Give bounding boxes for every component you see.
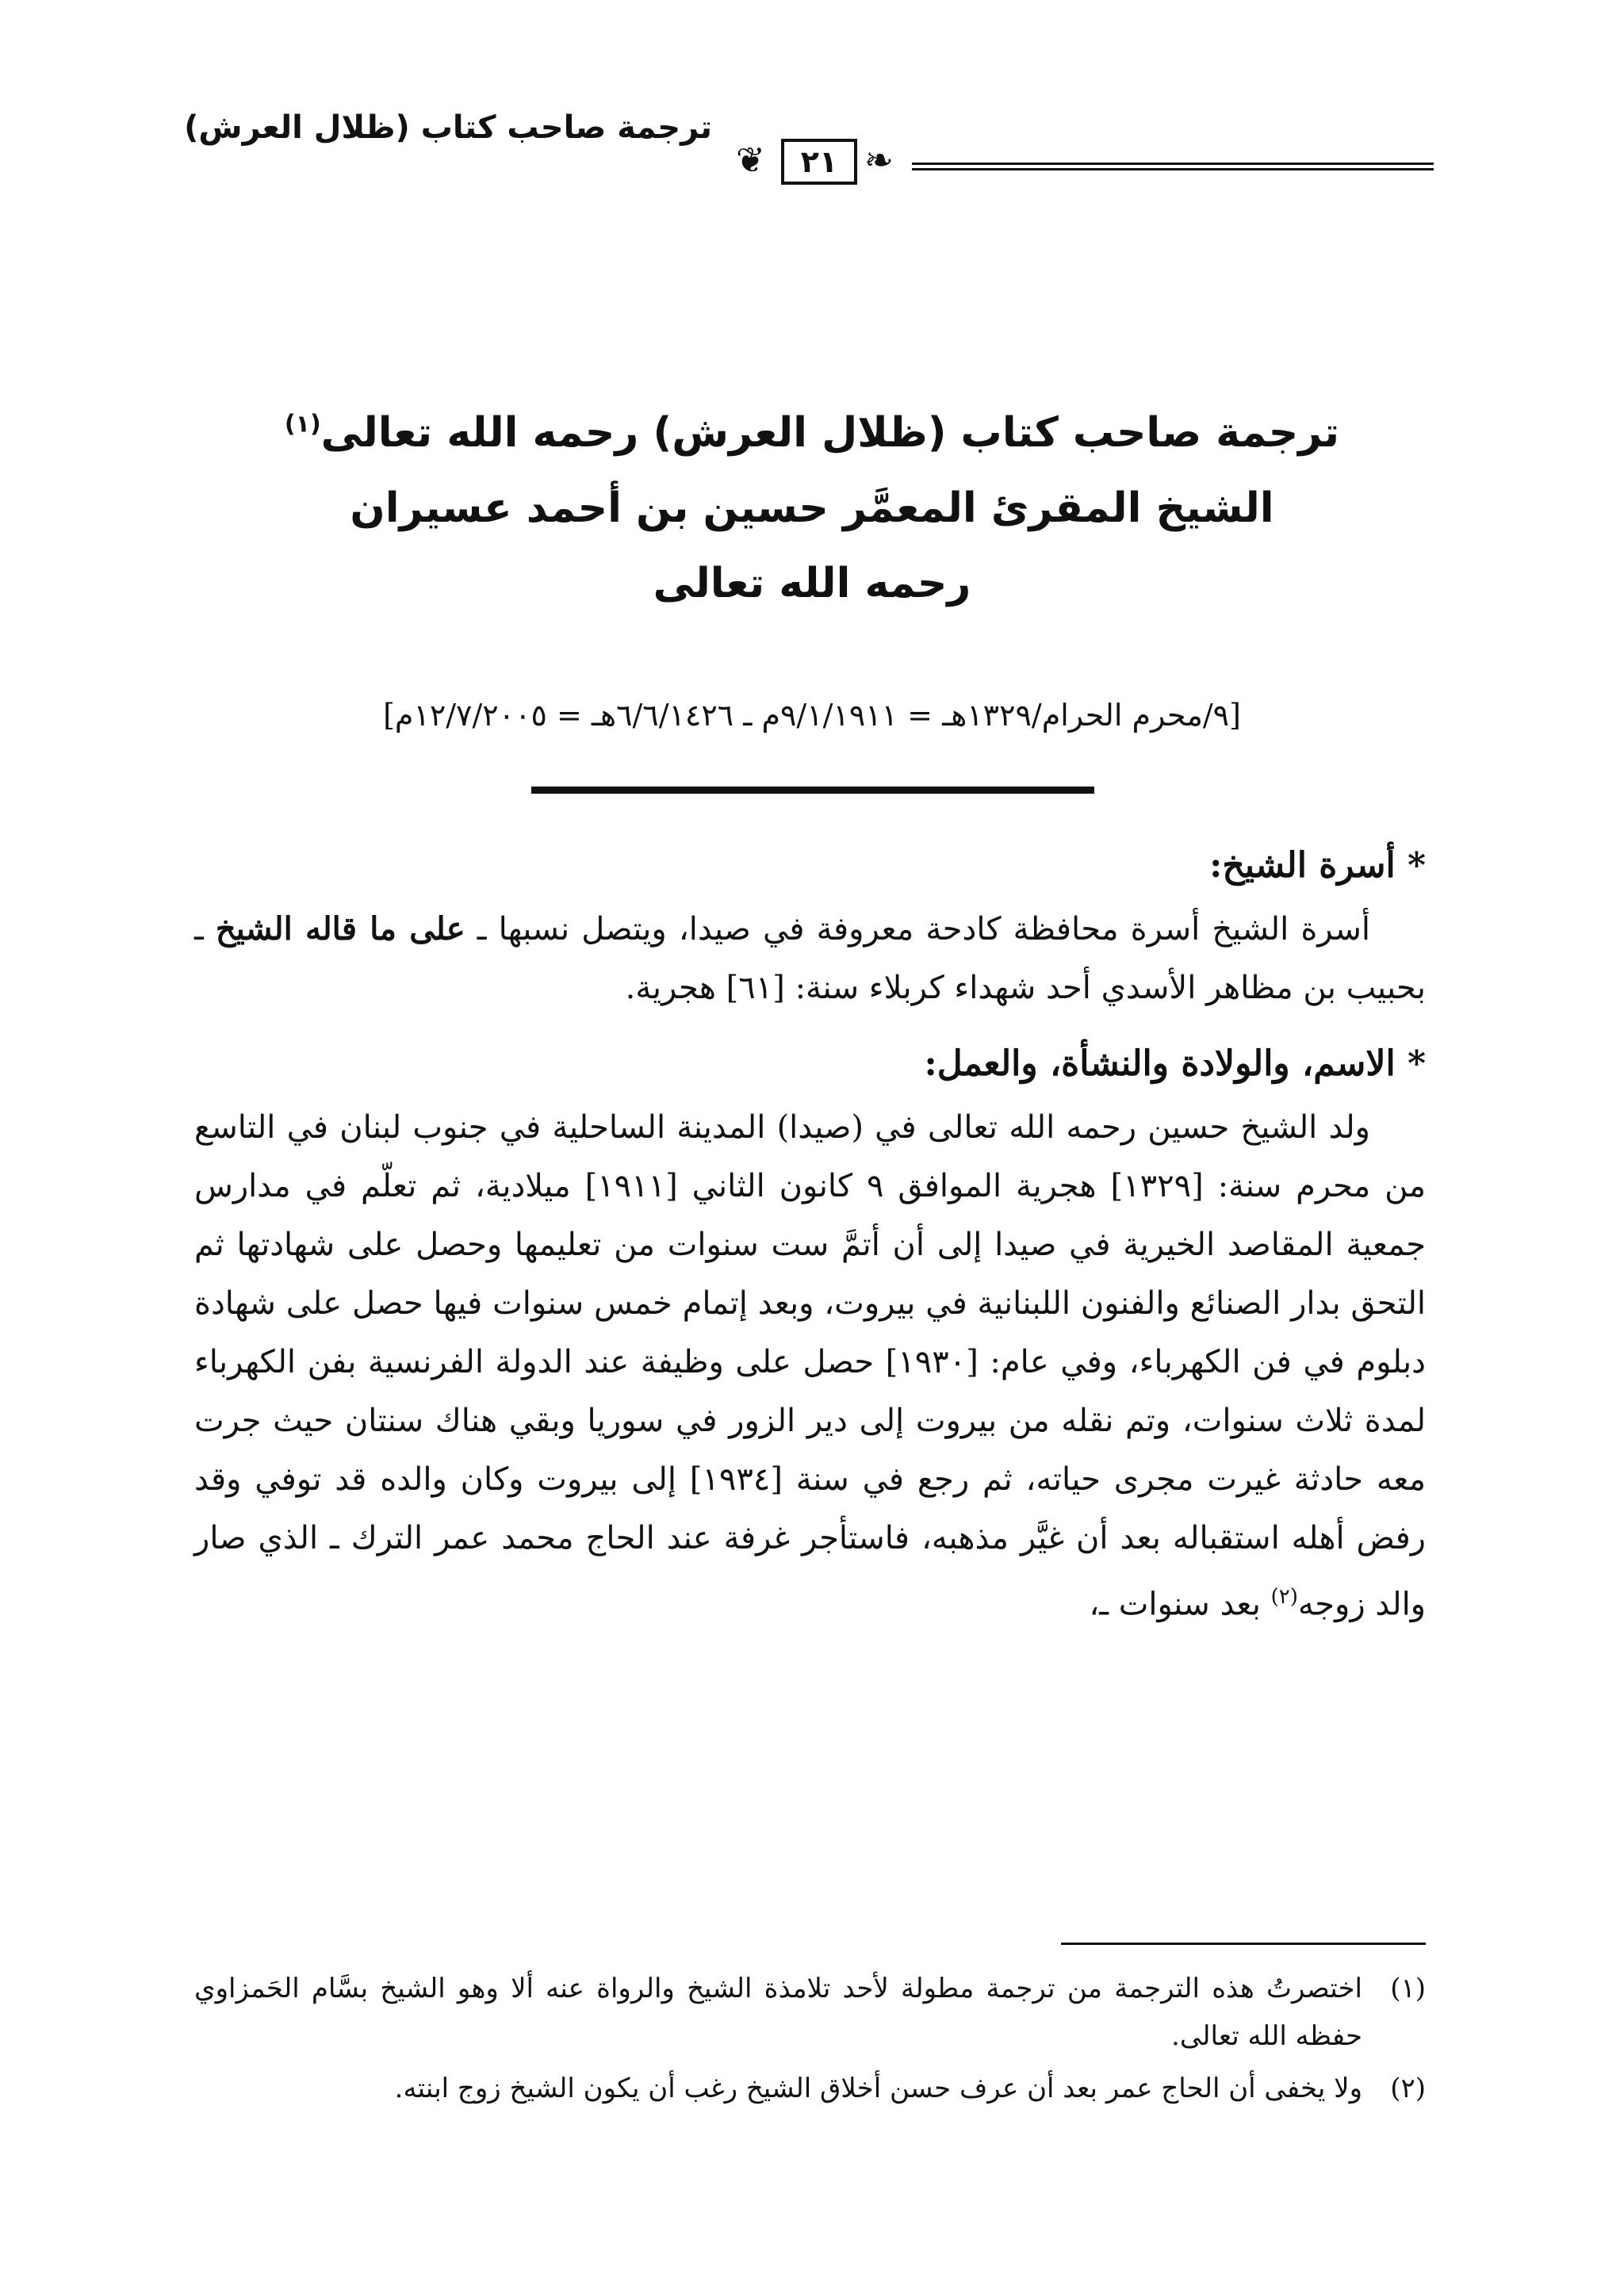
title-line-2: الشيخ المقرئ المعمَّر حسين بن أحمد عسيران	[350, 484, 1274, 532]
footnote-item	[194, 1965, 1426, 2060]
running-title: ترجمة صاحب كتاب (ظلال العرش)	[184, 109, 712, 146]
footnotes	[194, 1965, 1426, 2117]
title-line-3: رحمه الله تعالى	[653, 560, 971, 607]
footnote-ref[interactable]: (٢)	[1270, 1585, 1298, 1609]
paragraph-bold-text: على ما قاله الشيخ	[215, 910, 465, 947]
title-line-1	[159, 409, 1465, 488]
footnote-item	[194, 2065, 1426, 2112]
ornament-left-icon: ❦	[736, 140, 765, 181]
ornament-right-icon: ❧	[864, 140, 894, 181]
header-rule	[912, 163, 1434, 170]
footnote-number: (١)	[1390, 1973, 1426, 2004]
title-footnote-ref[interactable]: (١)	[284, 410, 321, 438]
paragraph-text: بعد سنوات ـ،	[1089, 1586, 1271, 1623]
title-block	[159, 409, 1465, 638]
paragraph-text: أسرة الشيخ أسرة محافظة كادحة معروفة في صيدا، ويتصل نسبها ـ	[465, 911, 1371, 947]
section-heading-birth: * الاسم، والولادة والنشأة، والعمل:	[924, 1043, 1426, 1084]
body-content	[194, 836, 1426, 1633]
section-paragraph-family	[194, 900, 1426, 1017]
title-main: ترجمة صاحب كتاب (ظلال العرش) رحمه الله تعالى	[320, 409, 1340, 457]
spacer	[194, 1017, 1426, 1035]
section-heading-family: * أسرة الشيخ:	[1209, 845, 1426, 886]
footnote-separator	[1061, 1943, 1426, 1945]
footnote-text: ولا يخفى أن الحاج عمر بعد أن عرف حسن أخلاق الشيخ رغب أن يكون الشيخ زوج ابنته.	[394, 2073, 1362, 2104]
footnote-number: (٢)	[1390, 2073, 1426, 2104]
footnote-text: اختصرتُ هذه الترجمة من ترجمة مطولة لأحد تلامذة الشيخ والرواة عنه ألا وهو الشيخ بسَّام الحَمزاوي حفظه الله تعالى.	[194, 1973, 1362, 2052]
title-divider	[531, 787, 1094, 794]
page-number: ٢١	[781, 139, 857, 185]
paragraph-text: ـ بحبيب بن مظاهر الأسدي أحد شهداء كربلاء سنة: [٦١] هجرية.	[194, 911, 1426, 1006]
dates-line: [٩/محرم الحرام/١٣٢٩هـ = ٩/١/١٩١١م ـ ٦/٦/١٤٢٦هـ = ١٢/٧/٢٠٠٥م]	[383, 698, 1241, 733]
section-paragraph-birth	[194, 1098, 1426, 1633]
paragraph-text: ولد الشيخ حسين رحمه الله تعالى في (صيدا) المدينة الساحلية في جنوب لبنان في التاسع من محرم سنة: [١٣٢٩] هجرية الموافق ٩ كانون الثاني [١٩١١] ميلادية، ثم تعلّم في مدارس جمعية المقاصد الخيرية في صيدا إلى أن أتمَّ ست سنوات من تعليمها وحصل على شهادتها ثم التحق بدار الصنائع والفنون اللبنانية في بيروت، وبعد إتمام خمس سنوات فيها حصل على شهادة دبلوم في فن الكهرباء، وفي عام: [١٩٣٠] حصل على وظيفة عند الدولة الفرنسية بفن الكهرباء لمدة ثلاث سنوات، وتم نقله من بيروت إلى دير الزور في سوريا وبقي هناك سنتان حيث جرت معه حادثة غيرت مجرى حياته، ثم رجع في سنة [١٩٣٤] إلى بيروت وكان والده قد توفي وقد رفض أهله استقباله بعد أن غيَّر مذهبه، فاستأجر غرفة عند الحاج محمد عمر الترك ـ الذي صار والد زوجه	[194, 1109, 1427, 1623]
